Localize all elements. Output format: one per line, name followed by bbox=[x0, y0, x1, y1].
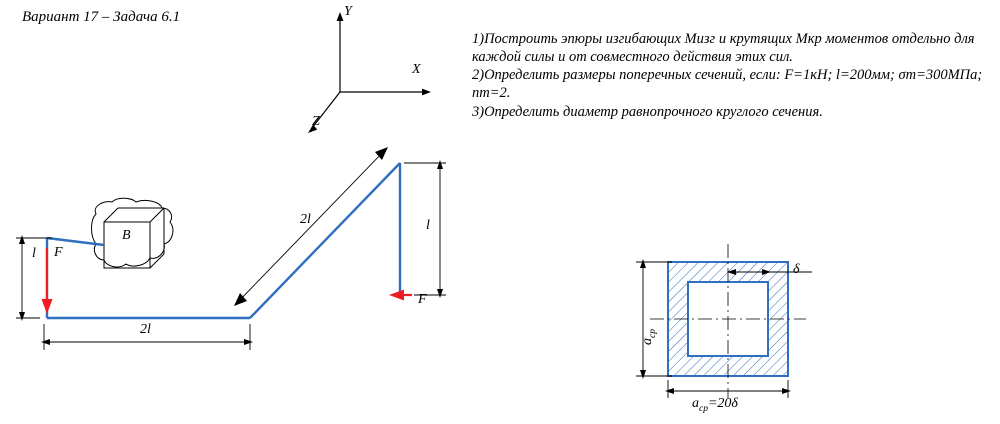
section-height-arrow-bottom bbox=[640, 370, 646, 379]
axis-label-y: Y bbox=[344, 4, 352, 19]
section-height-sub: ср bbox=[647, 329, 658, 338]
support-cube-edge-1 bbox=[104, 208, 118, 222]
page-title: Вариант 17 – Задача 6.1 bbox=[22, 9, 181, 25]
dimension-lines bbox=[16, 147, 446, 350]
section-width-sub: ср bbox=[699, 403, 708, 414]
section-width-arrow-right bbox=[782, 388, 791, 394]
dim-right-l-arrow-bottom bbox=[437, 289, 443, 298]
task-item-1: 1)Построить эпюры изгибающих Мизг и крутящих Мкр моментов отдельно для каждой силы и от совместного действия этих сил. bbox=[472, 31, 975, 66]
force-arrows bbox=[42, 248, 413, 314]
section-height-arrow-top bbox=[640, 259, 646, 268]
dim-label-diagonal-2l: 2l bbox=[300, 212, 311, 227]
section-label-width bbox=[692, 396, 738, 414]
beam-frame bbox=[47, 163, 400, 318]
task-item-3: 3)Определить диаметр равнопрочного круглого сечения. bbox=[472, 103, 823, 120]
fixed-support-block bbox=[47, 198, 173, 268]
support-cube-edge-3 bbox=[150, 254, 164, 268]
dim-left-l-arrow-top bbox=[19, 235, 25, 244]
dim-right-l-arrow-top bbox=[437, 160, 443, 169]
section-height-letter: a bbox=[640, 338, 655, 345]
axis-label-x: X bbox=[412, 62, 421, 77]
support-label-b: B bbox=[122, 228, 131, 243]
section-width-letter: a bbox=[692, 396, 699, 411]
dim-bottom-2l-arrow-right bbox=[244, 339, 253, 345]
section-label-height bbox=[640, 329, 658, 345]
dim-left-l-arrow-bottom bbox=[19, 312, 25, 321]
section-label-delta: δ bbox=[793, 262, 800, 277]
axis-x-arrow bbox=[422, 89, 431, 96]
axis-label-z: Z bbox=[312, 114, 320, 129]
support-cube-edge-2 bbox=[150, 208, 164, 222]
section-width-arrow-left bbox=[665, 388, 674, 394]
cross-section-figure bbox=[636, 244, 812, 398]
dim-label-right-l: l bbox=[426, 218, 430, 233]
dim-label-bottom-2l: 2l bbox=[140, 322, 151, 337]
section-width-value: =20δ bbox=[707, 396, 738, 411]
force-left-head bbox=[42, 299, 53, 314]
force-label-right: F bbox=[418, 292, 427, 307]
force-label-left: F bbox=[54, 245, 63, 260]
dim-label-left-l: l bbox=[32, 246, 36, 261]
dim-bottom-2l-arrow-left bbox=[41, 339, 50, 345]
dim-diagonal-2l-line bbox=[236, 149, 386, 304]
force-right-head bbox=[389, 290, 404, 301]
task-item-2: 2)Определить размеры поперечных сечений, если: F=1кН; l=200мм; σт=300МПа; nт=2. bbox=[472, 67, 983, 102]
axis-y-arrow bbox=[337, 12, 344, 21]
beam-segment-diagonal bbox=[250, 163, 400, 318]
beam-to-support-link bbox=[47, 238, 104, 245]
